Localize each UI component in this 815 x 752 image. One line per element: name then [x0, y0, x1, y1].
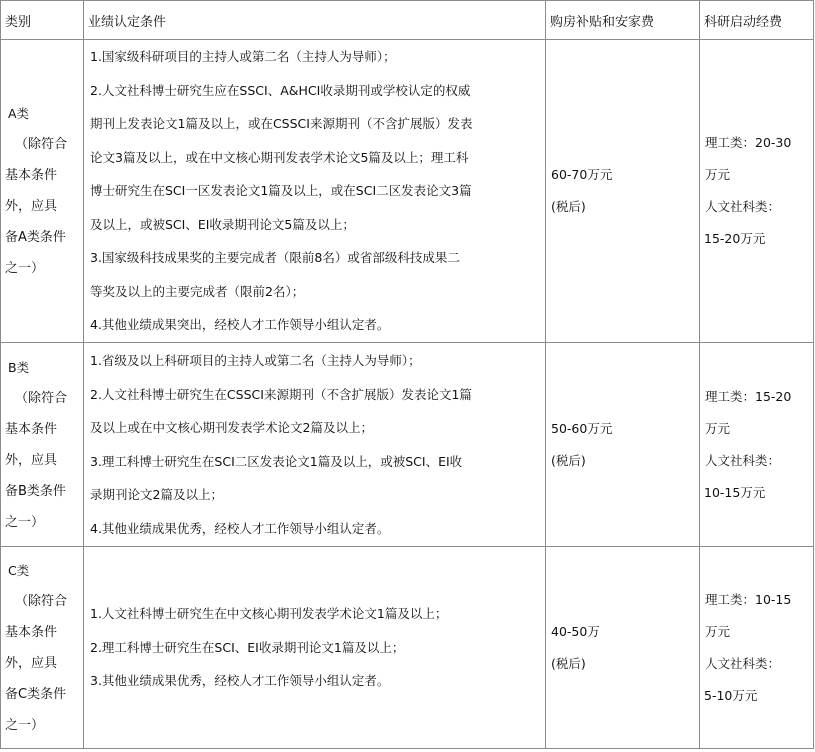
category-line: 之一）	[5, 261, 45, 276]
subsidy-note: (税后)	[551, 655, 586, 671]
condition-line: 1.人文社科博士研究生在中文核心期刊发表学术论文1篇及以上；	[90, 606, 448, 622]
category-line: （除符合	[15, 137, 68, 152]
fund-line: 5-10万元	[704, 687, 758, 703]
condition-line: 及以上，或被SCI、EI收录期刊论文5篇及以上；	[90, 216, 355, 232]
fund-line: 理工类：10-15	[705, 591, 792, 607]
category-line: 备C类条件	[5, 686, 67, 702]
conditions-cell-b	[84, 343, 546, 547]
category-line: 外，应具	[5, 452, 58, 468]
condition-line: 等奖及以上的主要完成者（限前2名）；	[90, 283, 305, 299]
category-line: 备A类条件	[5, 230, 66, 245]
fund-line: 10-15万元	[704, 484, 766, 500]
category-line: 备B类条件	[5, 483, 66, 499]
category-line: 基本条件	[5, 624, 58, 640]
condition-line: 1.省级及以上科研项目的主持人或第二名（主持人为导师）；	[90, 353, 421, 368]
fund-line: 万元	[705, 420, 731, 436]
fund-cell-b	[700, 343, 814, 547]
category-title: C类	[8, 562, 30, 578]
header-row	[1, 1, 814, 40]
category-cell-a	[1, 40, 84, 343]
category-line: 之一）	[5, 514, 45, 530]
fund-line: 人文社科类：	[705, 199, 781, 214]
condition-line: 3.理工科博士研究生在SCI二区发表论文1篇及以上，或被SCI、EI收	[90, 453, 463, 469]
category-cell-c	[1, 547, 84, 749]
header-fund: 科研启动经费	[700, 1, 814, 40]
category-title: B类	[8, 359, 30, 375]
category-line: 外，应具	[5, 655, 58, 671]
condition-line: 2.人文社科博士研究生应在SSCI、A&HCI收录期刊或学校认定的权威	[90, 82, 471, 98]
table-row-c	[1, 547, 814, 749]
table-row-a	[1, 40, 814, 343]
condition-line: 4.其他业绩成果优秀，经校人才工作领导小组认定者。	[90, 520, 390, 536]
condition-line: 录期刊论文2篇及以上；	[90, 487, 223, 502]
fund-line: 人文社科类：	[705, 655, 781, 671]
header-conditions: 业绩认定条件	[84, 1, 546, 40]
condition-line: 论文3篇及以上，或在中文核心期刊发表学术论文5篇及以上；理工科	[90, 149, 469, 165]
category-title: A类	[8, 106, 30, 121]
condition-line: 2.人文社科博士研究生在CSSCI来源期刊（不含扩展版）发表论文1篇	[90, 386, 472, 402]
subsidy-cell-b	[546, 343, 700, 547]
condition-line: 2.理工科博士研究生在SCI、EI收录期刊论文1篇及以上；	[90, 639, 405, 655]
condition-line: 4.其他业绩成果突出，经校人才工作领导小组认定者。	[90, 317, 390, 333]
fund-cell-c	[700, 547, 814, 749]
condition-line: 期刊上发表论文1篇及以上，或在CSSCI来源期刊（不含扩展版）发表	[90, 116, 473, 132]
subsidy-cell-c	[546, 547, 700, 749]
condition-line: 3.其他业绩成果优秀，经校人才工作领导小组认定者。	[90, 673, 390, 689]
fund-line: 理工类：15-20	[705, 388, 792, 404]
conditions-cell-c	[84, 547, 546, 749]
subsidy-amount: 60-70万元	[551, 167, 613, 182]
category-line: 基本条件	[5, 168, 58, 183]
subsidy-note: (税后)	[551, 199, 586, 214]
condition-line: 1.国家级科研项目的主持人或第二名（主持人为导师）；	[90, 49, 396, 65]
category-line: 基本条件	[5, 421, 58, 437]
fund-line: 万元	[705, 167, 731, 182]
header-subsidy: 购房补贴和安家费	[546, 1, 700, 40]
fund-line: 万元	[705, 623, 731, 639]
category-line: 外，应具	[5, 199, 58, 214]
condition-line: 及以上或在中文核心期刊发表学术论文2篇及以上；	[90, 420, 373, 435]
subsidy-amount: 50-60万元	[551, 420, 613, 436]
category-line: （除符合	[15, 593, 68, 609]
header-category: 类别	[1, 1, 84, 40]
subsidy-amount: 40-50万	[551, 623, 600, 639]
fund-line: 理工类：20-30	[705, 135, 792, 150]
category-cell-b	[1, 343, 84, 547]
category-line: 之一）	[5, 717, 45, 733]
conditions-cell-a	[84, 40, 546, 343]
fund-line: 15-20万元	[704, 231, 766, 246]
category-line: （除符合	[15, 390, 68, 406]
condition-line: 博士研究生在SCI一区发表论文1篇及以上，或在SCI二区发表论文3篇	[90, 183, 472, 199]
table-row-b	[1, 343, 814, 547]
fund-line: 人文社科类：	[705, 452, 781, 468]
fund-cell-a	[700, 40, 814, 343]
subsidy-note: (税后)	[551, 452, 586, 468]
subsidy-cell-a	[546, 40, 700, 343]
condition-line: 3.国家级科技成果奖的主要完成者（限前8名）或省部级科技成果二	[90, 250, 460, 266]
